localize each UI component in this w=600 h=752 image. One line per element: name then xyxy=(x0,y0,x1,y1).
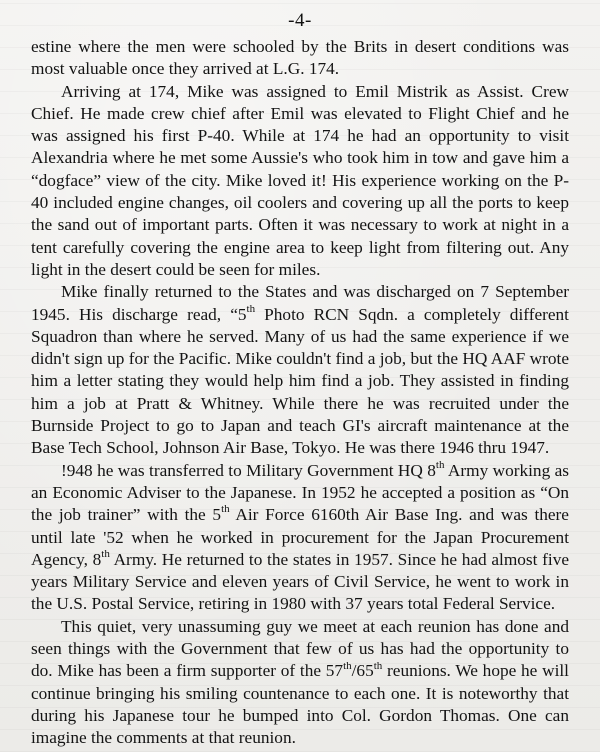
ordinal-suffix: th xyxy=(101,548,110,561)
article-body xyxy=(31,36,569,750)
paragraph-3 xyxy=(31,281,569,459)
paragraph-1: estine where the men were schooled by the Brits in desert conditions was most valuable once they arrived at L.G. 174. xyxy=(31,37,569,79)
paragraph-3-text-a: Mike finally returned to the States and was discharged on 7 September 1945. His discharge read, “5 xyxy=(31,282,569,324)
ordinal-suffix: th xyxy=(435,458,445,471)
page-number: -4- xyxy=(288,10,312,31)
paragraph-2: Arriving at 174, Mike was assigned to Emil Mistrik as Assist. Crew Chief. He made crew chief after Emil was elevated to Flight Chief and he was assigned his first P-40. While at 174 he had an opportunity to visit Alexandria where he met some Aussie's who took him in tow and gave him a “dogface” view of the city. Mike loved it! His experience working on the P-40 included engine changes, oil coolers and covering up all the ports to keep the sand out of important parts. Often it was necessary to work at night in a tent carefully covering the engine area to keep light from filtering out. Any light in the desert could be seen for miles. xyxy=(31,81,569,279)
paragraph-4 xyxy=(31,460,569,616)
paragraph-5 xyxy=(31,616,569,750)
paragraph-5-text-c: reunions. We hope he will continue bringing his smiling countenance to each one. It is noteworthy that during his Japanese tour he bumped into Col. Gordon Thomas. One can imagine the comments at that reunion. xyxy=(31,661,569,748)
ordinal-suffix: th xyxy=(246,302,256,315)
ordinal-suffix: th xyxy=(373,659,383,672)
ordinal-suffix: th xyxy=(343,659,352,672)
paragraph-4-text-b: Army working as an Economic Adviser to the Japanese. In 1952 he accepted a position as “On the job trainer” with the 5 xyxy=(31,460,570,525)
paragraph-4-text-a: !948 he was transferred to Military Government HQ 8 xyxy=(61,460,436,480)
paragraph-4-text-c: Air Force 6160th Air Base Ing. and was there until late '52 when he worked in procurement for the Japan Procurement Agency, 8 xyxy=(31,505,569,569)
paragraph-3-text-b: Photo RCN Sqdn. a completely different Squadron than where he served. Many of us had the same experience if we didn't sign up for the Pacific. Mike couldn't find a job, but the HQ AAF wrote him a letter stating they would help him find a job. They assisted in finding him a job at Pratt & Whitney. While there he was recruited under the Burnside Project to go to Japan and teach GI's aircraft maintenance at the Base Tech School, Johnson Air Base, Tokyo. He was there 1946 thru 1947. xyxy=(31,304,569,458)
ordinal-suffix: th xyxy=(221,503,230,516)
paragraph-5-text-b: /65 xyxy=(351,661,374,681)
paragraph-5-text-a: This quiet, very unassuming guy we meet at each reunion has done and seen things with the Government that few of us has had the opportunity to do. Mike has been a firm supporter of the 57 xyxy=(31,616,569,681)
paragraph-4-text-d: Army. He returned to the states in 1957. Since he had almost five years Military Service and eleven years of Civil Service, he went to work in the U.S. Postal Service, retiring in 1980 with 37 years total Federal Service. xyxy=(31,549,569,614)
